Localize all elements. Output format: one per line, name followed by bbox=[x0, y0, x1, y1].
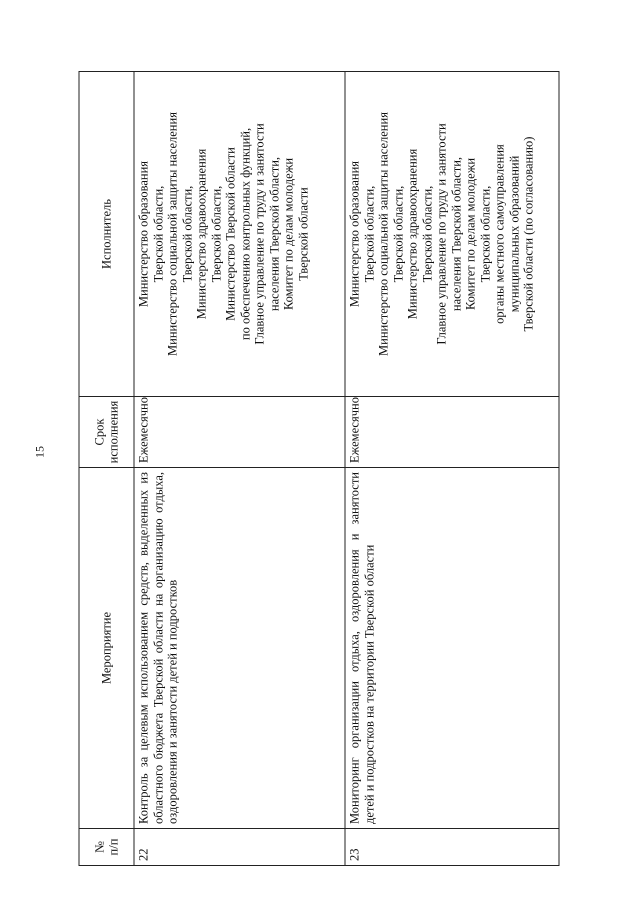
table-row bbox=[345, 72, 559, 866]
row-activity: Мониторинг организации отдыха, оздоровления и занятости детей и подростков на территории Тверской области bbox=[345, 468, 559, 829]
row-activity: Контроль за целевым использованием средств, выделенных из областного бюджета Тверской области на организацию отдыха, оздоровления и занятости детей и подростков bbox=[134, 468, 345, 829]
executor-line: Тверской области, bbox=[391, 185, 405, 283]
row-executor bbox=[345, 72, 559, 397]
row-number: 23 bbox=[345, 829, 559, 866]
activities-table bbox=[79, 71, 560, 866]
executor-line: Тверской области, bbox=[478, 185, 492, 283]
executor-line: Тверской области, bbox=[362, 185, 376, 283]
executor-line: Министерство социальной защиты населения bbox=[165, 112, 180, 356]
header-executor: Исполнитель bbox=[79, 72, 134, 397]
executor-line: муниципальных образований bbox=[507, 155, 521, 313]
header-term-line1: Срок bbox=[92, 418, 106, 446]
table-row bbox=[134, 72, 345, 866]
header-number-line1: № bbox=[92, 841, 106, 853]
executor-line: Комитет по делам молодежи bbox=[281, 157, 296, 311]
executor-line: Министерство социальной защиты населения bbox=[376, 112, 391, 356]
table-header-row bbox=[79, 72, 134, 866]
executor-line: Министерство Тверской области bbox=[223, 147, 238, 321]
executor-line: Министерство здравоохранения bbox=[405, 148, 420, 320]
row-term: Ежемесячно bbox=[134, 397, 345, 468]
executor-line: Тверской области, bbox=[209, 185, 223, 283]
executor-line: Тверской области (по согласованию) bbox=[521, 136, 536, 332]
executor-line: Министерство образования bbox=[136, 160, 151, 308]
executor-line: Главное управление по труду и занятости bbox=[252, 123, 267, 345]
executor-line: Тверской области, bbox=[420, 185, 434, 283]
header-term bbox=[79, 397, 134, 468]
executor-line: Тверской области bbox=[296, 187, 310, 281]
executor-line: населения Тверской области, bbox=[449, 156, 463, 312]
executor-line: Главное управление по труду и занятости bbox=[434, 123, 449, 345]
rotated-table-sheet bbox=[79, 72, 560, 866]
row-executor bbox=[134, 72, 345, 397]
row-term: Ежемесячно bbox=[345, 397, 559, 468]
executor-line: населения Тверской области, bbox=[267, 156, 281, 312]
header-term-line2: исполнения bbox=[106, 400, 121, 464]
header-activity: Мероприятие bbox=[79, 468, 134, 829]
header-number-line2: п/п bbox=[106, 838, 121, 856]
executor-line: Тверской области, bbox=[180, 185, 194, 283]
executor-line: Министерство образования bbox=[347, 160, 362, 308]
row-number: 22 bbox=[134, 829, 345, 866]
executor-line: Министерство здравоохранения bbox=[194, 148, 209, 320]
executor-line: Тверской области, bbox=[151, 185, 165, 283]
executor-line: Комитет по делам молодежи bbox=[463, 157, 478, 311]
executor-line: органы местного самоуправления bbox=[492, 144, 507, 324]
header-number bbox=[79, 829, 134, 866]
executor-line: по обеспечению контрольных функций, bbox=[238, 127, 252, 341]
page-number: 15 bbox=[32, 446, 47, 458]
